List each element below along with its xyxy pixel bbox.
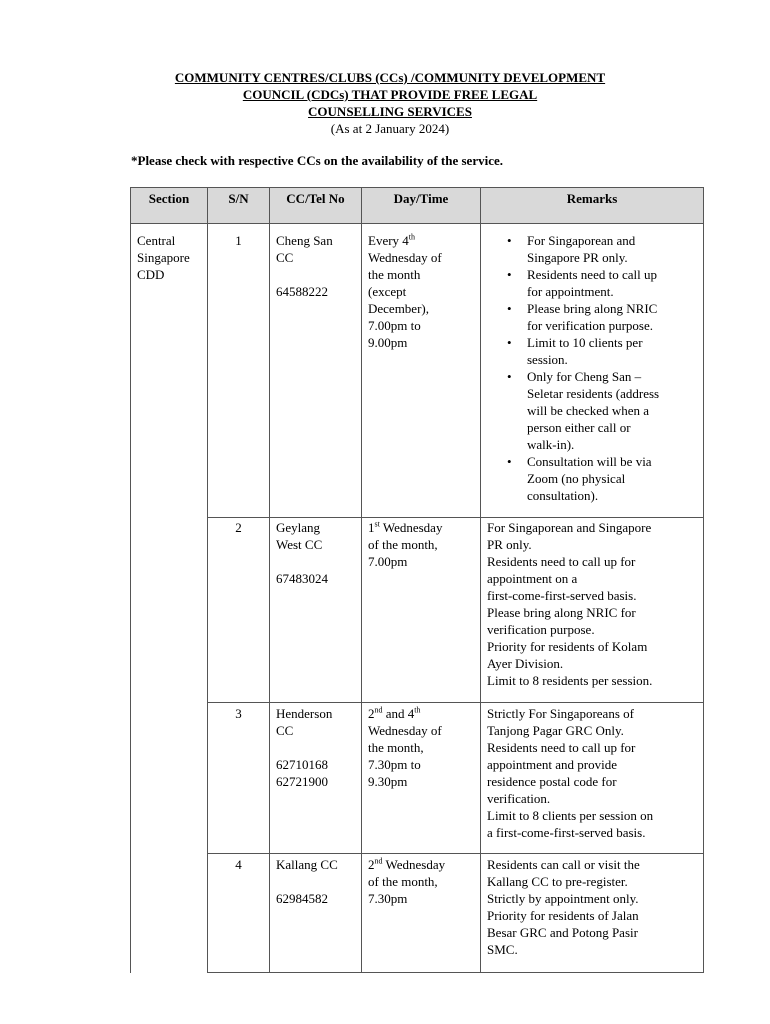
daytime-line: Wednesday of — [368, 723, 442, 738]
daytime-cell — [362, 224, 481, 518]
cc-name-line: Geylang — [276, 520, 321, 535]
remarks-list — [487, 232, 697, 504]
remark-item: • Residents need to call up for appointment. — [527, 266, 697, 300]
daytime-cell — [362, 518, 481, 703]
cc-name-line: CC — [276, 723, 294, 738]
daytime-line: (except — [368, 284, 407, 299]
cc-cell — [270, 518, 362, 703]
header-row — [131, 188, 704, 224]
as-at-date: (As at 2 January 2024) — [330, 121, 450, 136]
remark-line: residence postal code for — [487, 774, 617, 789]
daytime-line: of the month, — [368, 537, 438, 552]
remark-line: appointment on a — [487, 571, 578, 586]
header-cc: CC/Tel No — [270, 188, 362, 224]
remark-line: Strictly by appointment only. — [487, 891, 639, 906]
cc-cell — [270, 854, 362, 973]
tel-number: 62710168 — [276, 757, 328, 772]
remark-line: Limit to 8 clients per session on — [487, 808, 654, 823]
title-line-2: COUNCIL (CDCs) THAT PROVIDE FREE LEGAL — [242, 87, 538, 102]
remark-line: Priority for residents of Jalan — [487, 908, 639, 923]
sn-cell: 2 — [208, 518, 270, 703]
daytime-line: of the month, — [368, 874, 438, 889]
header-daytime: Day/Time — [362, 188, 481, 224]
daytime-line: 1st Wednesday — [368, 519, 443, 535]
document-title — [100, 69, 680, 137]
remark-line: verification purpose. — [487, 622, 595, 637]
remark-line: Tanjong Pagar GRC Only. — [487, 723, 624, 738]
cc-cell — [270, 703, 362, 854]
daytime-line: the month, — [368, 740, 424, 755]
remark-item: • Limit to 10 clients per session. — [527, 334, 697, 368]
remark-line: Residents need to call up for — [487, 740, 636, 755]
daytime-line: 7.30pm — [368, 891, 408, 906]
header-remarks: Remarks — [481, 188, 704, 224]
section-line: Central — [137, 233, 176, 248]
remarks-cell — [481, 518, 704, 703]
remarks-cell — [481, 703, 704, 854]
remark-line: Residents need to call up for — [487, 554, 636, 569]
daytime-line: 2nd Wednesday — [368, 856, 446, 872]
remark-item: • For Singaporean and Singapore PR only. — [527, 232, 697, 266]
remark-line: appointment and provide — [487, 757, 617, 772]
daytime-line: Every 4th — [368, 232, 416, 248]
remark-line: PR only. — [487, 537, 532, 552]
remark-line: Kallang CC to pre-register. — [487, 874, 628, 889]
title-line-1: COMMUNITY CENTRES/CLUBS (CCs) /COMMUNITY DEVELOPMENT — [174, 70, 606, 85]
remark-item: • Please bring along NRIC for verification purpose. — [527, 300, 697, 334]
daytime-line: Wednesday of — [368, 250, 442, 265]
sn-cell: 4 — [208, 854, 270, 973]
cc-name-line: Henderson — [276, 706, 333, 721]
section-line: CDD — [137, 267, 165, 282]
tel-number: 64588222 — [276, 284, 328, 299]
daytime-line: 7.30pm to — [368, 757, 421, 772]
remark-line: Residents can call or visit the — [487, 857, 640, 872]
remarks-cell — [481, 224, 704, 518]
sn-cell: 3 — [208, 703, 270, 854]
remark-line: SMC. — [487, 942, 518, 957]
daytime-line: 7.00pm — [368, 554, 408, 569]
cc-cell — [270, 224, 362, 518]
remark-line: first-come-first-served basis. — [487, 588, 637, 603]
section-cell — [131, 224, 208, 973]
remark-line: Limit to 8 residents per session. — [487, 673, 653, 688]
daytime-cell — [362, 854, 481, 973]
table-row — [131, 703, 704, 854]
remark-item: • Only for Cheng San – Seletar residents (address will be checked when a person either call or walk-in). — [527, 368, 697, 453]
cc-name-line: Cheng San — [276, 233, 333, 248]
daytime-line: 2nd and 4th — [368, 705, 421, 721]
availability-note: *Please check with respective CCs on the availability of the service. — [131, 153, 503, 168]
tel-number: 67483024 — [276, 571, 328, 586]
daytime-line: 9.30pm — [368, 774, 408, 789]
daytime-line: the month — [368, 267, 421, 282]
tel-number: 62984582 — [276, 891, 328, 906]
sn-cell: 1 — [208, 224, 270, 518]
services-table — [130, 187, 704, 973]
remark-item: • Consultation will be via Zoom (no physical consultation). — [527, 453, 697, 504]
section-line: Singapore — [137, 250, 190, 265]
table-row — [131, 518, 704, 703]
remark-line: a first-come-first-served basis. — [487, 825, 646, 840]
remark-line: Strictly For Singaporeans of — [487, 706, 634, 721]
remark-line: For Singaporean and Singapore — [487, 520, 652, 535]
remarks-cell — [481, 854, 704, 973]
cc-name-line: West CC — [276, 537, 323, 552]
daytime-line: 9.00pm — [368, 335, 408, 350]
cc-name-line: CC — [276, 250, 294, 265]
daytime-cell — [362, 703, 481, 854]
remark-line: Please bring along NRIC for — [487, 605, 636, 620]
cc-name-line: Kallang CC — [276, 857, 338, 872]
remark-line: Besar GRC and Potong Pasir — [487, 925, 638, 940]
table-row — [131, 854, 704, 973]
remark-line: Ayer Division. — [487, 656, 564, 671]
remark-line: verification. — [487, 791, 551, 806]
daytime-line: 7.00pm to — [368, 318, 421, 333]
header-sn: S/N — [208, 188, 270, 224]
remark-line: Priority for residents of Kolam — [487, 639, 648, 654]
title-line-3: COUNSELLING SERVICES — [308, 104, 472, 119]
daytime-line: December), — [368, 301, 429, 316]
header-section: Section — [131, 188, 208, 224]
tel-number: 62721900 — [276, 774, 328, 789]
table-row — [131, 224, 704, 518]
